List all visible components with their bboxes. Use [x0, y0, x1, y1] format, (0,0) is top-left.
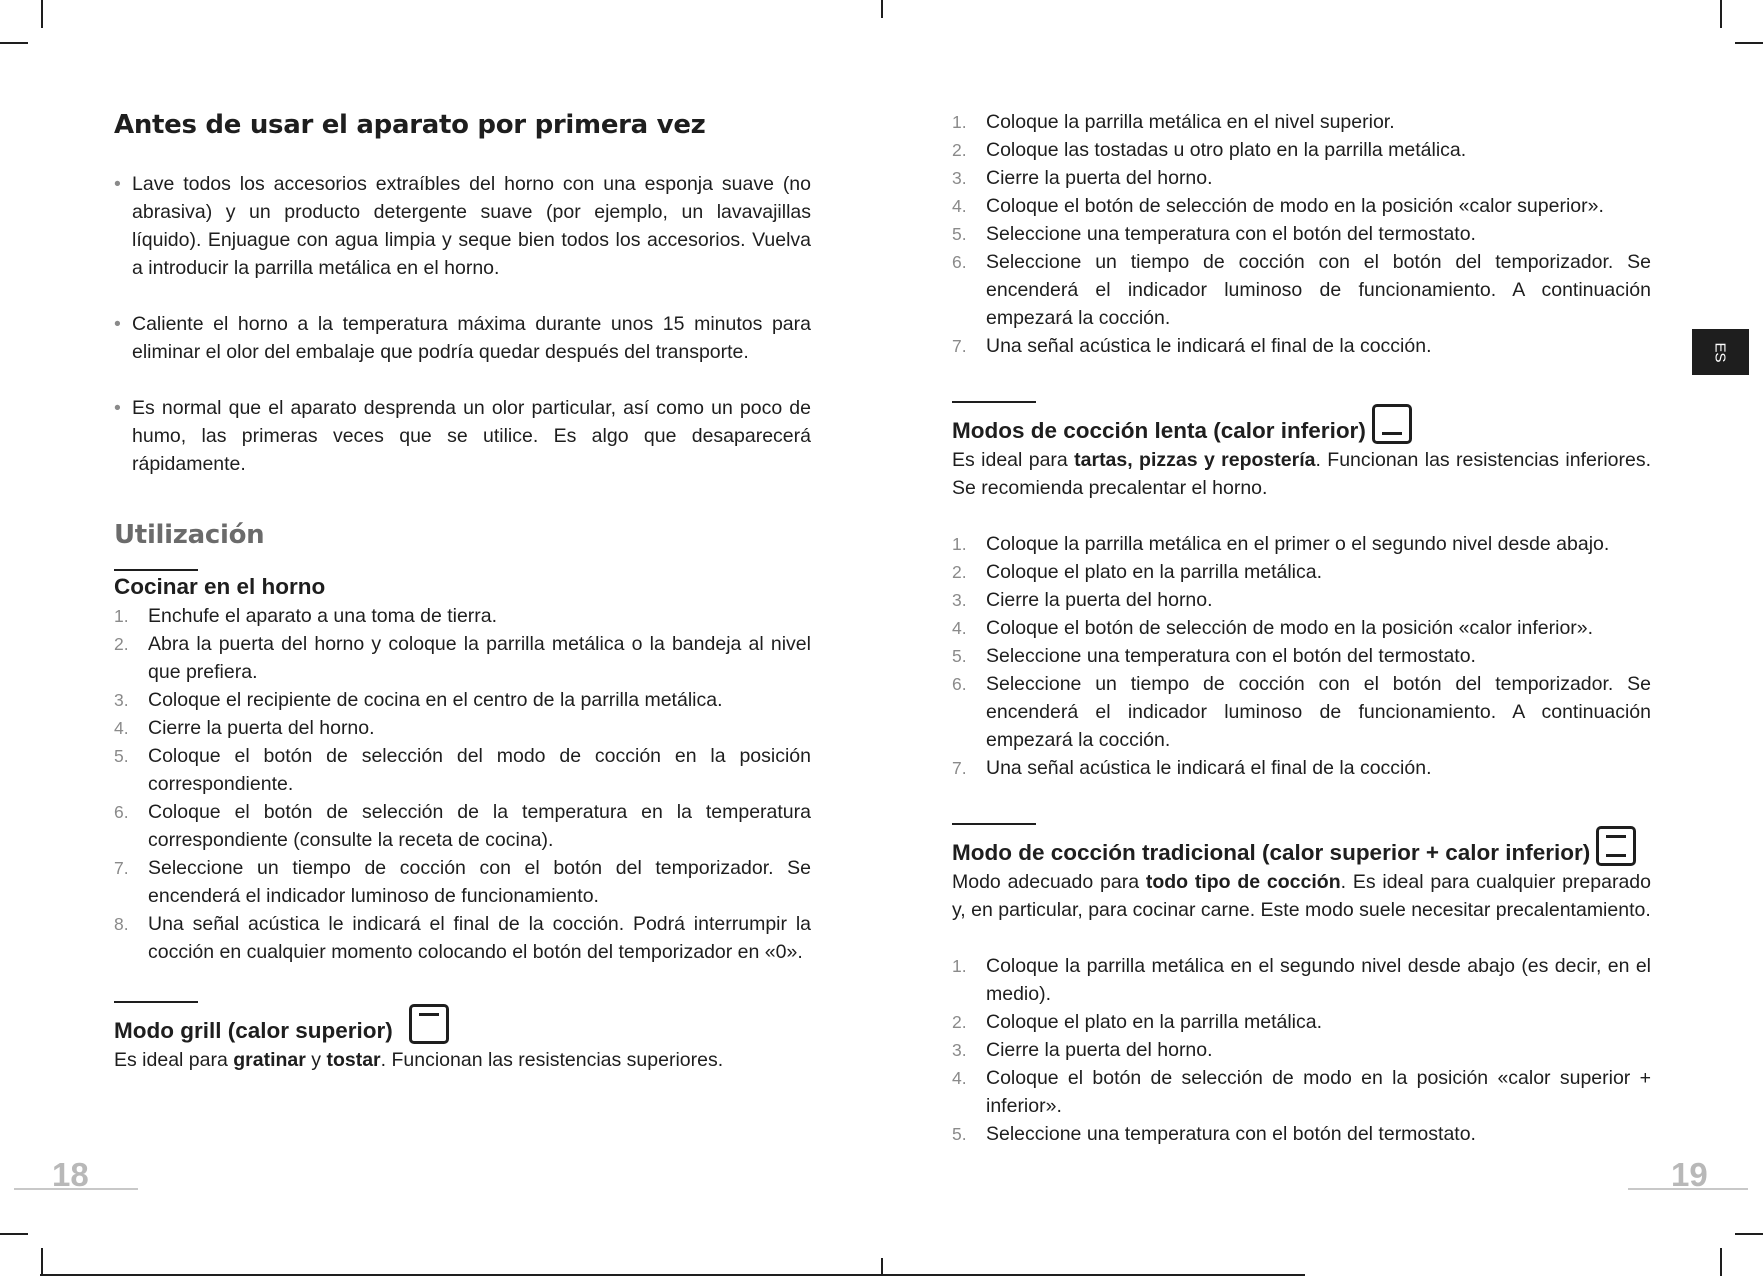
- step-number: 7.: [952, 336, 967, 356]
- step-number: 5.: [952, 646, 967, 666]
- list-item: [952, 642, 1651, 670]
- step-text: Coloque el botón de selección de modo en la posición «calor superior».: [986, 195, 1604, 217]
- left-page: [114, 108, 811, 1074]
- cook-steps-list: [114, 602, 811, 966]
- step-number: 2.: [952, 562, 967, 582]
- list-item: [952, 952, 1651, 1008]
- step-number: 7.: [114, 858, 129, 878]
- page-number: 18: [52, 1156, 89, 1193]
- list-item-text: Caliente el horno a la temperatura máxima durante unos 15 minutos para eliminar el olor del embalaje que podría quedar después del transporte.: [132, 313, 811, 363]
- first-use-list: [114, 170, 811, 478]
- step-text: Coloque el plato en la parrilla metálica.: [986, 561, 1323, 583]
- list-item: [952, 754, 1651, 782]
- step-text: Seleccione un tiempo de cocción con el botón del temporizador. Se encenderá el indicador luminoso de funcionamiento. A continuación empezará la cocción.: [986, 673, 1651, 751]
- step-text: Enchufe el aparato a una toma de tierra.: [148, 605, 498, 627]
- step-number: 6.: [952, 252, 967, 272]
- list-item: [952, 108, 1651, 136]
- list-item: [952, 670, 1651, 754]
- step-text: Coloque la parrilla metálica en el primer o el segundo nivel desde abajo.: [986, 533, 1610, 555]
- step-text: Cierre la puerta del horno.: [986, 1039, 1213, 1061]
- list-item-text: Es normal que el aparato desprenda un olor particular, así como un poco de humo, las primeras veces que se utilice. Es algo que desaparecerá rápidamente.: [132, 397, 811, 475]
- step-number: 4.: [952, 1068, 967, 1088]
- step-number: 1.: [952, 112, 967, 132]
- step-number: 8.: [114, 914, 129, 934]
- step-number: 2.: [114, 634, 129, 654]
- crop-mark: [1720, 0, 1722, 28]
- traditional-section-title-text: Modo de cocción tradicional (calor superior + calor inferior): [952, 840, 1591, 865]
- intro-text: . Funcionan las resistencias superiores.: [380, 1049, 724, 1071]
- list-item-text: Lave todos los accesorios extraíbles del horno con una esponja suave (no abrasiva) y un producto detergente suave (por ejemplo, un lavavajillas líquido). Enjuague con agua limpia y seque bien todos los accesorios. Vuelva a introducir la parrilla metálica en el horno.: [132, 173, 811, 279]
- step-text: Coloque la parrilla metálica en el segundo nivel desde abajo (es decir, en el medio).: [986, 955, 1651, 1005]
- list-item: [952, 136, 1651, 164]
- list-item: [952, 1008, 1651, 1036]
- slow-section-title: [952, 404, 1651, 446]
- step-text: Seleccione una temperatura con el botón del termostato.: [986, 223, 1476, 245]
- step-number: 5.: [114, 746, 129, 766]
- step-text: Cierre la puerta del horno.: [986, 589, 1213, 611]
- bullet-icon: •: [114, 397, 121, 419]
- crop-mark: [41, 0, 43, 28]
- step-number: 6.: [114, 802, 129, 822]
- step-text: Coloque el plato en la parrilla metálica.: [986, 1011, 1323, 1033]
- intro-bold: gratinar: [233, 1049, 306, 1071]
- grill-section-title: [114, 1004, 811, 1046]
- step-text: Coloque el recipiente de cocina en el centro de la parrilla metálica.: [148, 689, 723, 711]
- step-number: 1.: [114, 606, 129, 626]
- crop-mark: [1735, 42, 1763, 44]
- list-item: [952, 192, 1651, 220]
- traditional-section-title: [952, 826, 1651, 868]
- step-number: 7.: [952, 758, 967, 778]
- intro-text: Modo adecuado para: [952, 871, 1146, 893]
- step-number: 6.: [952, 674, 967, 694]
- list-item: [114, 170, 811, 282]
- intro-text: . Es ideal para cualquier preparado y, en particular, para cocinar carne. Este modo suele necesitar precalentamiento.: [952, 871, 1651, 921]
- step-text: Seleccione una temperatura con el botón del termostato.: [986, 1123, 1476, 1145]
- slow-intro: [952, 446, 1651, 502]
- right-page: [952, 108, 1651, 1148]
- cook-section-title-text: Cocinar en el horno: [114, 574, 326, 599]
- list-item: [952, 220, 1651, 248]
- step-text: Una señal acústica le indicará el final de la cocción.: [986, 335, 1432, 357]
- bottom-heat-icon: [1372, 404, 1412, 444]
- step-text: Coloque el botón de selección del modo de cocción en la posición correspondiente.: [148, 745, 811, 795]
- step-text: Coloque las tostadas u otro plato en la parrilla metálica.: [986, 139, 1467, 161]
- step-text: Cierre la puerta del horno.: [986, 167, 1213, 189]
- step-text: Coloque la parrilla metálica en el nivel superior.: [986, 111, 1395, 133]
- list-item: [114, 714, 811, 742]
- bullet-icon: •: [114, 173, 121, 195]
- step-number: 2.: [952, 140, 967, 160]
- grill-intro: [114, 1046, 811, 1074]
- traditional-intro: [952, 868, 1651, 924]
- slow-steps-list: [952, 530, 1651, 782]
- top-bottom-heat-icon: [1596, 826, 1636, 866]
- list-item: [952, 586, 1651, 614]
- step-text: Una señal acústica le indicará el final de la cocción.: [986, 757, 1432, 779]
- list-item: [114, 910, 811, 966]
- intro-bold: tartas, pizzas y repostería: [1074, 449, 1316, 471]
- list-item: [114, 798, 811, 854]
- crop-mark: [0, 1233, 28, 1235]
- list-item: [114, 686, 811, 714]
- intro-text: Es ideal para: [114, 1049, 234, 1071]
- step-number: 3.: [952, 590, 967, 610]
- step-number: 4.: [952, 618, 967, 638]
- list-item: [114, 394, 811, 478]
- crop-mark: [1720, 1248, 1722, 1276]
- step-text: Coloque el botón de selección de la temperatura en la temperatura correspondiente (consulte la receta de cocina).: [148, 801, 811, 851]
- step-number: 5.: [952, 1124, 967, 1144]
- top-heat-icon: [409, 1004, 449, 1044]
- intro-text: Es ideal para: [952, 449, 1075, 471]
- step-number: 5.: [952, 224, 967, 244]
- step-text: Abra la puerta del horno y coloque la parrilla metálica o la bandeja al nivel que prefiera.: [148, 633, 811, 683]
- list-item: [114, 630, 811, 686]
- intro-text: . Funcionan las resistencias inferiores. Se recomienda precalentar el horno.: [952, 449, 1651, 499]
- list-item: [952, 558, 1651, 586]
- list-item: [952, 248, 1651, 332]
- list-item: [952, 530, 1651, 558]
- step-text: Seleccione una temperatura con el botón del termostato.: [986, 645, 1476, 667]
- step-number: 3.: [952, 1040, 967, 1060]
- crop-mark: [0, 42, 28, 44]
- language-tab-label: ES: [1711, 341, 1729, 363]
- list-item: [114, 310, 811, 366]
- first-use-title: Antes de usar el aparato por primera vez: [114, 110, 706, 140]
- step-text: Una señal acústica le indicará el final de la cocción. Podrá interrumpir la cocción en cualquier momento colocando el botón del temporizador en «0».: [148, 913, 811, 963]
- language-tab: [1692, 329, 1749, 375]
- step-text: Coloque el botón de selección de modo en la posición «calor superior + inferior».: [986, 1067, 1651, 1117]
- page-number: 19: [1671, 1156, 1708, 1193]
- step-number: 1.: [952, 956, 967, 976]
- step-number: 3.: [114, 690, 129, 710]
- traditional-steps-list: [952, 952, 1651, 1148]
- list-item: [952, 1120, 1651, 1148]
- section-title: Utilización: [114, 520, 265, 550]
- list-item: [952, 1036, 1651, 1064]
- grill-steps-list: [952, 108, 1651, 360]
- crop-mark: [41, 1248, 43, 1276]
- crop-mark: [1735, 1233, 1763, 1235]
- intro-bold: todo tipo de cocción: [1145, 871, 1341, 893]
- crop-mark: [881, 0, 883, 18]
- bullet-icon: •: [114, 313, 121, 335]
- step-text: Cierre la puerta del horno.: [148, 717, 375, 739]
- list-item: [952, 332, 1651, 360]
- grill-section-title-text: Modo grill (calor superior): [114, 1018, 393, 1043]
- step-text: Seleccione un tiempo de cocción con el botón del temporizador. Se encenderá el indicador luminoso de funcionamiento.: [148, 857, 811, 907]
- list-item: [114, 602, 811, 630]
- step-number: 1.: [952, 534, 967, 554]
- slow-section-title-text: Modos de cocción lenta (calor inferior): [952, 418, 1366, 443]
- step-number: 4.: [952, 196, 967, 216]
- intro-text: y: [305, 1049, 327, 1071]
- intro-bold: tostar: [326, 1049, 381, 1071]
- list-item: [952, 1064, 1651, 1120]
- step-number: 4.: [114, 718, 129, 738]
- list-item: [952, 164, 1651, 192]
- list-item: [952, 614, 1651, 642]
- step-text: Seleccione un tiempo de cocción con el botón del temporizador. Se encenderá el indicador luminoso de funcionamiento. A continuación empezará la cocción.: [986, 251, 1651, 329]
- list-item: [114, 742, 811, 798]
- step-text: Coloque el botón de selección de modo en la posición «calor inferior».: [986, 617, 1594, 639]
- step-number: 3.: [952, 168, 967, 188]
- step-number: 2.: [952, 1012, 967, 1032]
- cook-section-title: [114, 572, 811, 602]
- list-item: [114, 854, 811, 910]
